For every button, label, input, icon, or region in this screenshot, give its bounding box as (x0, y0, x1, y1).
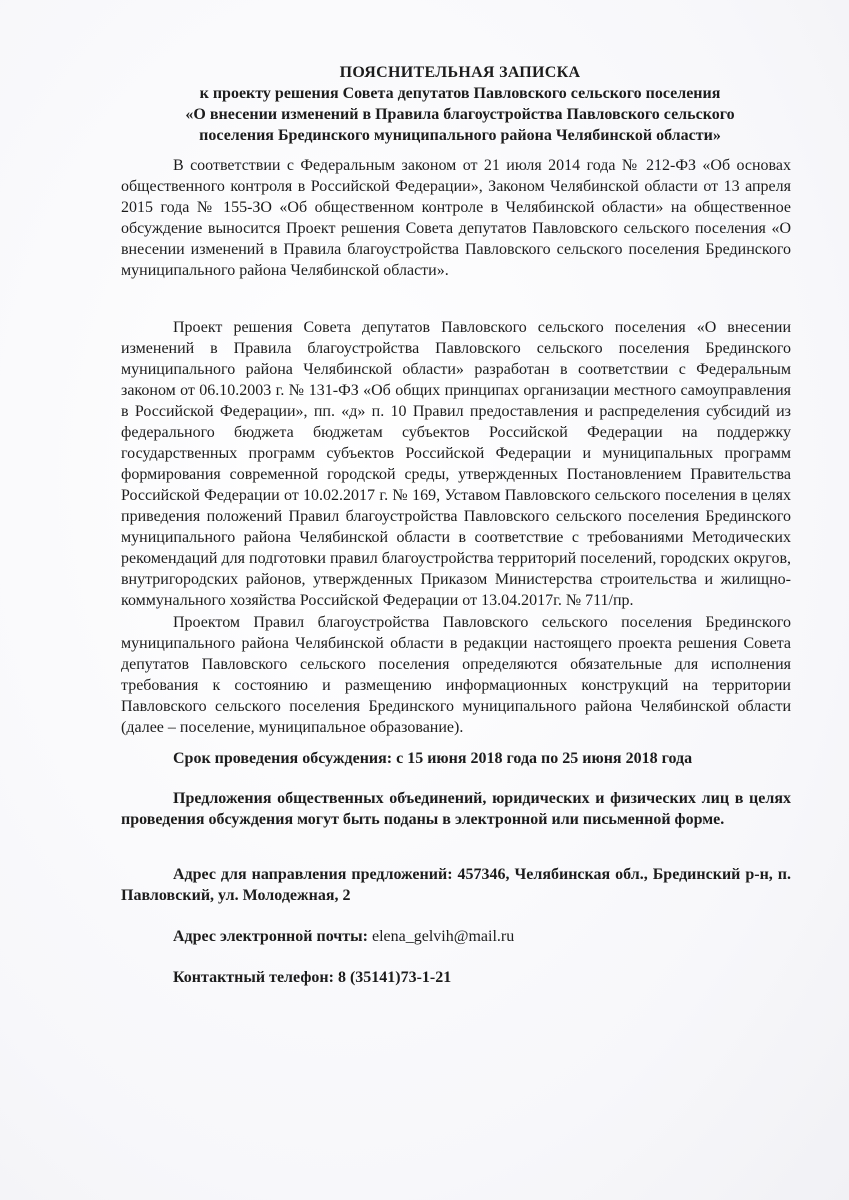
paragraph-3: Проектом Правил благоустройства Павловского сельского поселения Брединского муниципального района Челябинской области в редакции настоящего проекта решения Совета депутатов Павловского сельского поселения определяются обязательные для исполнения требования к состоянию и размещению информационных конструкций на территории Павловского сельского поселения Брединского муниципального района Челябинской области (далее – поселение, муниципальное образование). (121, 614, 791, 736)
phone-value: 8 (35141)73-1-21 (337, 969, 452, 986)
title-line-4: поселения Брединского муниципального района Челябинской области» (199, 127, 721, 144)
email-line (121, 926, 791, 947)
discussion-period: Срок проведения обсуждения: с 15 июня 2018 года по 25 июня 2018 года (173, 750, 693, 767)
address-value: 457346, Челябинская обл., Брединский р-н, п. Павловский, ул. Молодежная, 2 (121, 866, 792, 904)
proposals-note: Предложения общественных объединений, юридических и физических лиц в целях проведения обсуждения могут быть поданы в электронной или письменной форме. (121, 790, 791, 828)
title-line-3: «О внесении изменений в Правила благоустройства Павловского сельского (185, 106, 735, 123)
paragraph-2: Проект решения Совета депутатов Павловского сельского поселения «О внесении изменений в Правила благоустройства Павловского сельского поселения Брединского муниципального района Челябинской области» разработан в соответствии с Федеральным законом от 06.10.2003 г. № 131-ФЗ «Об общих принципах организации местного самоуправления в Российской Федерации», пп. «д» п. 10 Правил предоставления и распределения субсидий из федерального бюджета бюджетам субъектов Российской Федерации на поддержку государственных программ субъектов Российской Федерации и муниципальных программ формирования современной городской среды, утвержденных Постановлением Правительства Российской Федерации от 10.02.2017 г. № 169, Уставом Павловского сельского поселения в целях приведения положений Правил благоустройства Павловского сельского поселения Брединского муниципального района Челябинской области в соответствие с требованиями Методических рекомендаций для подготовки правил благоустройства территорий поселений, городских округов, внутригородских районов, утвержденных Приказом Министерства строительства и жилищно-коммунального хозяйства Российской Федерации от 13.04.2017г. № 711/пр. (121, 319, 791, 609)
document-title (120, 62, 800, 146)
address-line (121, 864, 791, 906)
phone-label: Контактный телефон: (173, 969, 334, 986)
email-value[interactable]: elena_gelvih@mail.ru (371, 928, 515, 945)
title-line-2: к проекту решения Совета депутатов Павловского сельского поселения (199, 85, 721, 102)
title-line-1: ПОЯСНИТЕЛЬНАЯ ЗАПИСКА (339, 64, 581, 81)
address-label: Адрес для направления предложений: (173, 866, 453, 883)
email-label: Адрес электронной почты: (173, 928, 368, 945)
paragraph-1: В соответствии с Федеральным законом от 21 июля 2014 года № 212-ФЗ «Об основах общественного контроля в Российской Федерации», Законом Челябинской области от 13 апреля 2015 года № 155-ЗО «Об общественном контроле в Челябинской области» на общественное обсуждение выносится Проект решения Совета депутатов Павловского сельского поселения «О внесении изменений в Правила благоустройства Павловского сельского поселения Брединского муниципального района Челябинской области». (121, 157, 791, 279)
phone-line (121, 967, 791, 988)
